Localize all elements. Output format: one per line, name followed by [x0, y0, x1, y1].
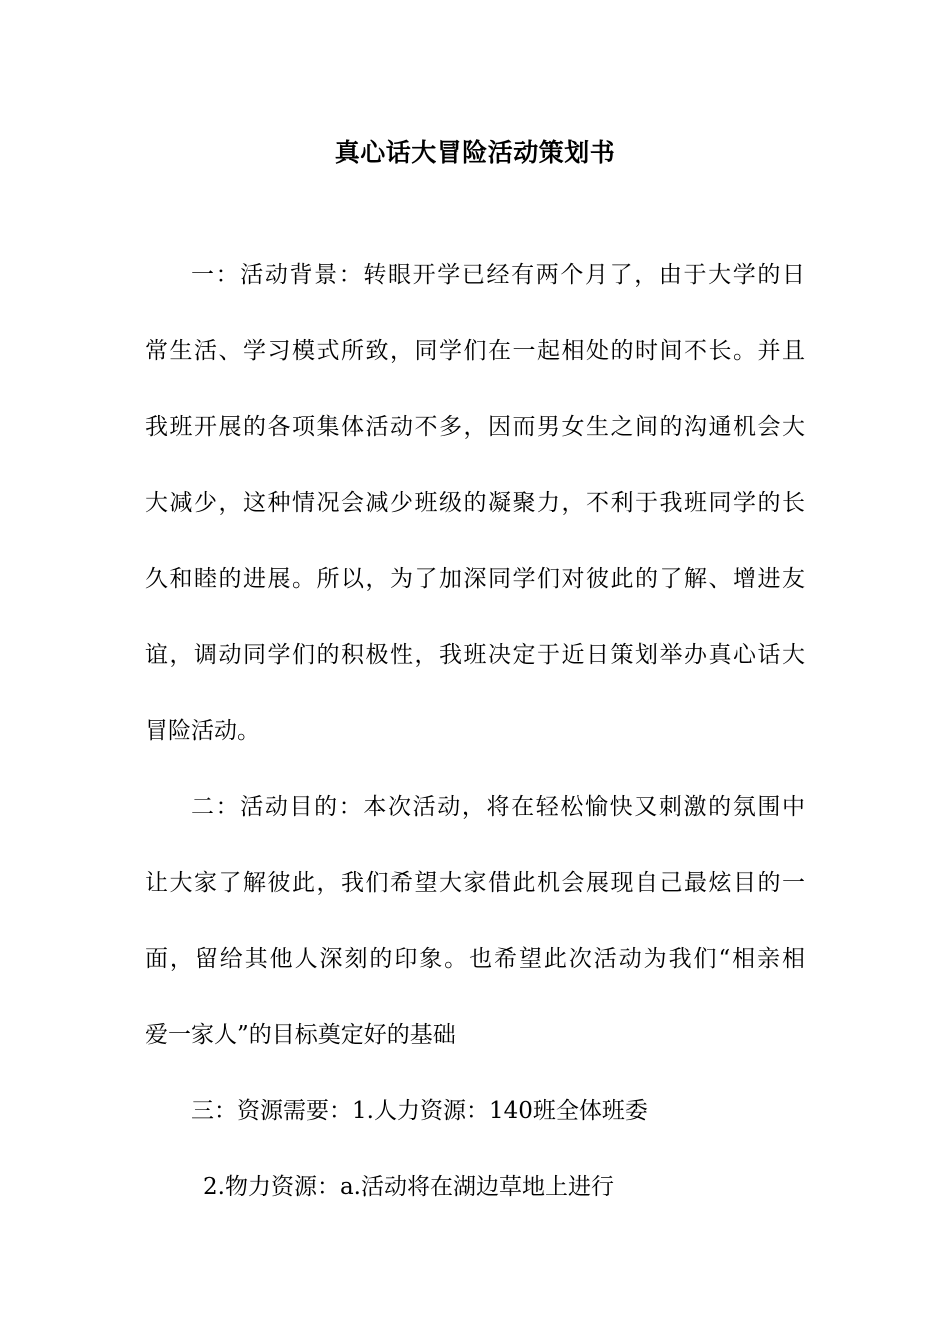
text-line: 一：活动背景：转眼开学已经有两个月了，由于大学的日 [191, 262, 805, 288]
text-line: 二：活动目的：本次活动，将在轻松愉快又刺激的氛围中 [191, 794, 805, 820]
text-line: 让大家了解彼此，我们希望大家借此机会展现自己最炫目的一 [145, 870, 805, 896]
text-line: 常生活、学习模式所致，同学们在一起相处的时间不长。并且 [145, 338, 805, 364]
section-material-resources [145, 1168, 805, 1206]
text-line: 爱一家人”的目标奠定好的基础 [145, 1022, 456, 1048]
text-line: 我班开展的各项集体活动不多，因而男女生之间的沟通机会大 [145, 414, 805, 440]
text-line: 三：资源需要：1.人力资源：140班全体班委 [191, 1098, 648, 1124]
document-body [145, 256, 805, 1244]
text-line: 久和睦的进展。所以，为了加深同学们对彼此的了解、增进友 [145, 566, 805, 592]
section-background [145, 256, 805, 750]
text-line: 谊，调动同学们的积极性，我班决定于近日策划举办真心话大 [145, 642, 805, 668]
section-purpose [145, 788, 805, 1054]
text-line: 大减少，这种情况会减少班级的凝聚力，不利于我班同学的长 [145, 490, 805, 516]
text-line: 冒险活动。 [145, 718, 260, 744]
section-resources [145, 1092, 805, 1130]
document-title: 真心话大冒险活动策划书 [334, 138, 616, 167]
text-line: 2.物力资源：a.活动将在湖边草地上进行 [203, 1174, 614, 1200]
text-line: 面，留给其他人深刻的印象。也希望此次活动为我们“相亲相 [145, 946, 805, 972]
